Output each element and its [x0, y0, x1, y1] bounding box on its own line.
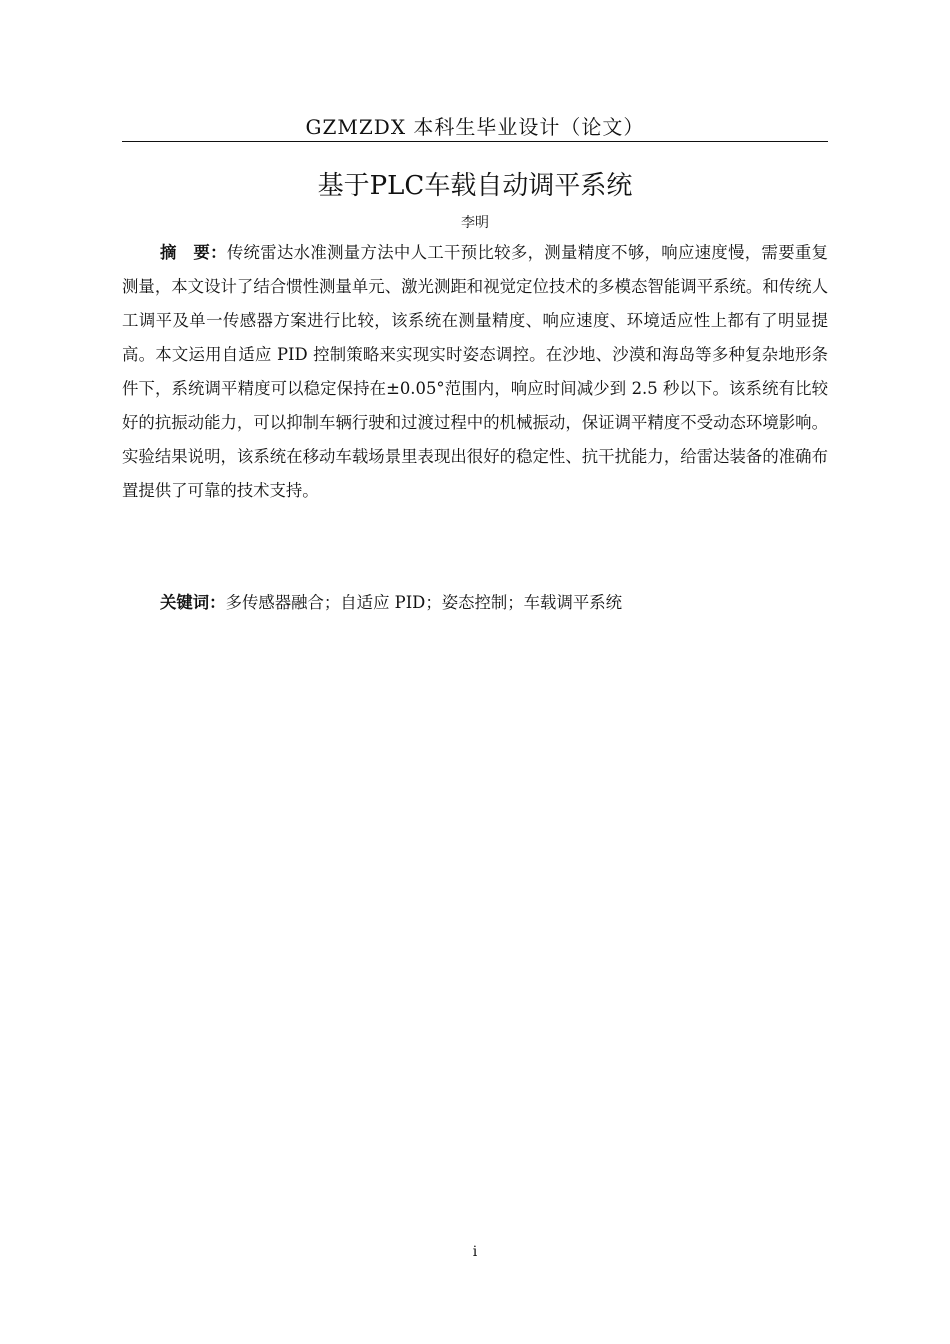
page-number: i — [472, 1244, 478, 1260]
keywords-line — [160, 588, 622, 618]
header-rule — [122, 141, 828, 142]
paper-title: 基于PLC车载自动调平系统 — [317, 171, 633, 201]
abstract-text: 传统雷达水准测量方法中人工干预比较多，测量精度不够，响应速度慢，需要重复测量，本文设计了结合惯性测量单元、激光测距和视觉定位技术的多模态智能调平系统。和传统人工调平及单一传感器方案进行比较，该系统在测量精度、响应速度、环境适应性上都有了明显提高。本文运用自适应 PID 控制策略来实现实时姿态调控。在沙地、沙漠和海岛等多种复杂地形条件下，系统调平精度可以稳定保持在±0.05°范围内，响应时间减少到 2.5 秒以下。该系统有比较好的抗振动能力，可以抑制车辆行驶和过渡过程中的机械振动，保证调平精度不受动态环境影响。实验结果说明，该系统在移动车载场景里表现出很好的稳定性、抗干扰能力，给雷达装备的准确布置提供了可靠的技术支持。 — [122, 243, 829, 500]
running-header: GZMZDX 本科生毕业设计（论文） — [305, 115, 645, 139]
keywords-label: 关键词： — [160, 593, 226, 612]
abstract-paragraph — [122, 236, 828, 508]
author-name: 李明 — [461, 215, 489, 231]
keywords-text: 多传感器融合；自适应 PID；姿态控制；车载调平系统 — [225, 593, 623, 612]
abstract-label: 摘 要： — [160, 243, 227, 262]
